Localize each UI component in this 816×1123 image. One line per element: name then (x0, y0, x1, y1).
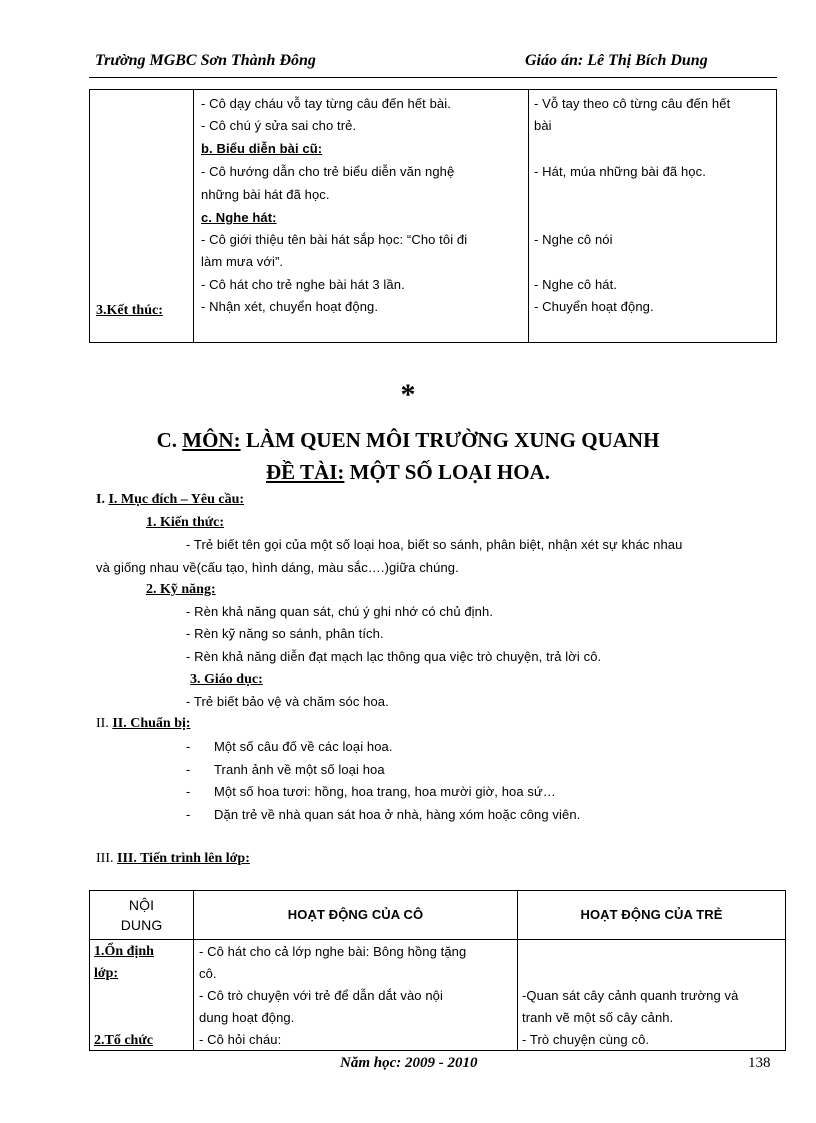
row-child-cell (518, 940, 786, 1051)
header-child-cell (518, 891, 786, 940)
teacher-line: làm mưa với”. (201, 254, 284, 269)
section1-heading: I. I. Mục đích – Yêu cầu: (96, 492, 245, 507)
header-teacher: HOẠT ĐỘNG CỦA CÔ (287, 907, 424, 922)
section1-heading-text: I. Mục đích – Yêu cầu: (108, 492, 245, 507)
header-divider (89, 77, 777, 78)
conclusion-label: 3.Kết thúc: (96, 303, 163, 318)
education-heading: 3. Giáo dục: (190, 672, 263, 687)
child-line: - Trò chuyện cùng cô. (522, 1032, 650, 1047)
section2-heading: II. II. Chuẩn bị: (96, 716, 191, 731)
list-dash: - (186, 807, 191, 822)
header-content-line1: NỘI (128, 897, 155, 913)
section3-heading: III. III. Tiến trình lên lớp: (96, 851, 250, 866)
child-activity-cell (529, 90, 777, 343)
subject-title (0, 428, 816, 453)
title-prefix: C. (156, 428, 177, 452)
header-school: Trường MGBC Sơn Thành Đông (95, 52, 316, 69)
teacher-line: - Cô giới thiệu tên bài hát sắp học: “Cho tôi đi (201, 232, 468, 247)
list-dash: - (186, 762, 191, 777)
child-line: - Vỗ tay theo cô từng câu đến hết (534, 96, 731, 111)
teacher-line: những bài hát đã học. (201, 187, 330, 202)
organize-label: 2.Tổ chức (94, 1033, 153, 1048)
topic-title (0, 460, 816, 485)
skills-item: - Rèn kỹ năng so sánh, phân tích. (186, 626, 384, 641)
title-topic: MỘT SỐ LOẠI HOA. (349, 460, 550, 484)
skills-item: - Rèn khả năng quan sát, chú ý ghi nhớ có chủ định. (186, 604, 494, 619)
subheading-listen: c. Nghe hát: (201, 210, 277, 225)
stabilize-label-2: lớp: (94, 966, 119, 981)
header-author: Giáo án: Lê Thị Bích Dung (525, 52, 708, 69)
child-line: tranh vẽ một số cây cảnh. (522, 1010, 674, 1025)
child-line: bài (534, 118, 552, 133)
content-cell (90, 90, 194, 343)
teacher-line: - Cô trò chuyện với trẻ để dẫn dắt vào nội (199, 988, 443, 1003)
child-line: - Nghe cô hát. (534, 277, 618, 292)
teacher-line: - Cô hát cho cả lớp nghe bài: Bông hồng tặng (199, 944, 467, 959)
header-content-line2: DUNG (120, 917, 163, 933)
knowledge-text-2: và giống nhau về(cấu tạo, hình dáng, màu sắc….)giữa chúng. (96, 560, 459, 575)
list-dash: - (186, 784, 191, 799)
teacher-activity-cell (194, 90, 529, 343)
knowledge-heading: 1. Kiến thức: (146, 515, 225, 530)
skills-heading: 2. Kỹ năng: (146, 582, 216, 597)
header-child: HOẠT ĐỘNG CỦA TRẺ (580, 907, 723, 922)
knowledge-text-1: - Trẻ biết tên gọi của một số loại hoa, biết so sánh, phân biệt, nhận xét sự khác nhau (186, 537, 683, 552)
row-teacher-cell (194, 940, 518, 1051)
activity-table-continued (89, 89, 777, 343)
teacher-line: - Nhận xét, chuyển hoạt động. (201, 299, 379, 314)
list-item: Một số câu đố về các loại hoa. (214, 739, 393, 754)
teacher-line: - Cô chú ý sửa sai cho trẻ. (201, 118, 357, 133)
header-teacher-cell (194, 891, 518, 940)
section3-heading-text: III. Tiến trình lên lớp: (117, 851, 250, 866)
header-content-cell (90, 891, 194, 940)
list-item: Tranh ảnh về một số loại hoa (214, 762, 385, 777)
section2-heading-text: II. Chuẩn bị: (112, 716, 191, 731)
title-topic-label: ĐỀ TÀI: (266, 460, 345, 484)
teacher-line: dung hoạt động. (199, 1010, 295, 1025)
list-dash: - (186, 739, 191, 754)
education-text: - Trẻ biết bảo vệ và chăm sóc hoa. (186, 694, 389, 709)
child-line: - Hát, múa những bài đã học. (534, 164, 706, 179)
stabilize-label: 1.Ổn định (94, 944, 154, 959)
skills-item: - Rèn khả năng diễn đạt mạch lạc thông qua việc trò chuyện, trả lời cô. (186, 649, 602, 664)
subheading-performance: b. Biểu diễn bài cũ: (201, 141, 323, 156)
teacher-line: - Cô dạy cháu vỗ tay từng câu đến hết bài. (201, 96, 451, 111)
list-item: Một số hoa tươi: hồng, hoa trang, hoa mười giờ, hoa sứ… (214, 784, 556, 799)
footer-year: Năm học: 2009 - 2010 (340, 1055, 478, 1071)
page-number: 138 (748, 1055, 771, 1071)
list-item: Dặn trẻ về nhà quan sát hoa ở nhà, hàng xóm hoặc công viên. (214, 807, 581, 822)
teacher-line: - Cô hỏi cháu: (199, 1032, 282, 1047)
row-content-cell (90, 940, 194, 1051)
child-line: - Nghe cô nói (534, 232, 613, 247)
title-subject: LÀM QUEN MÔI TRƯỜNG XUNG QUANH (245, 428, 660, 452)
teacher-line: - Cô hướng dẫn cho trẻ biểu diễn văn nghệ (201, 164, 455, 179)
title-subject-label: MÔN: (182, 428, 241, 452)
teacher-line: cô. (199, 966, 217, 981)
star-separator: * (400, 378, 416, 411)
lesson-progress-table (89, 890, 786, 1051)
teacher-line: - Cô hát cho trẻ nghe bài hát 3 lần. (201, 277, 405, 292)
child-line: - Chuyển hoạt động. (534, 299, 654, 314)
child-line: -Quan sát cây cảnh quanh trường và (522, 988, 739, 1003)
